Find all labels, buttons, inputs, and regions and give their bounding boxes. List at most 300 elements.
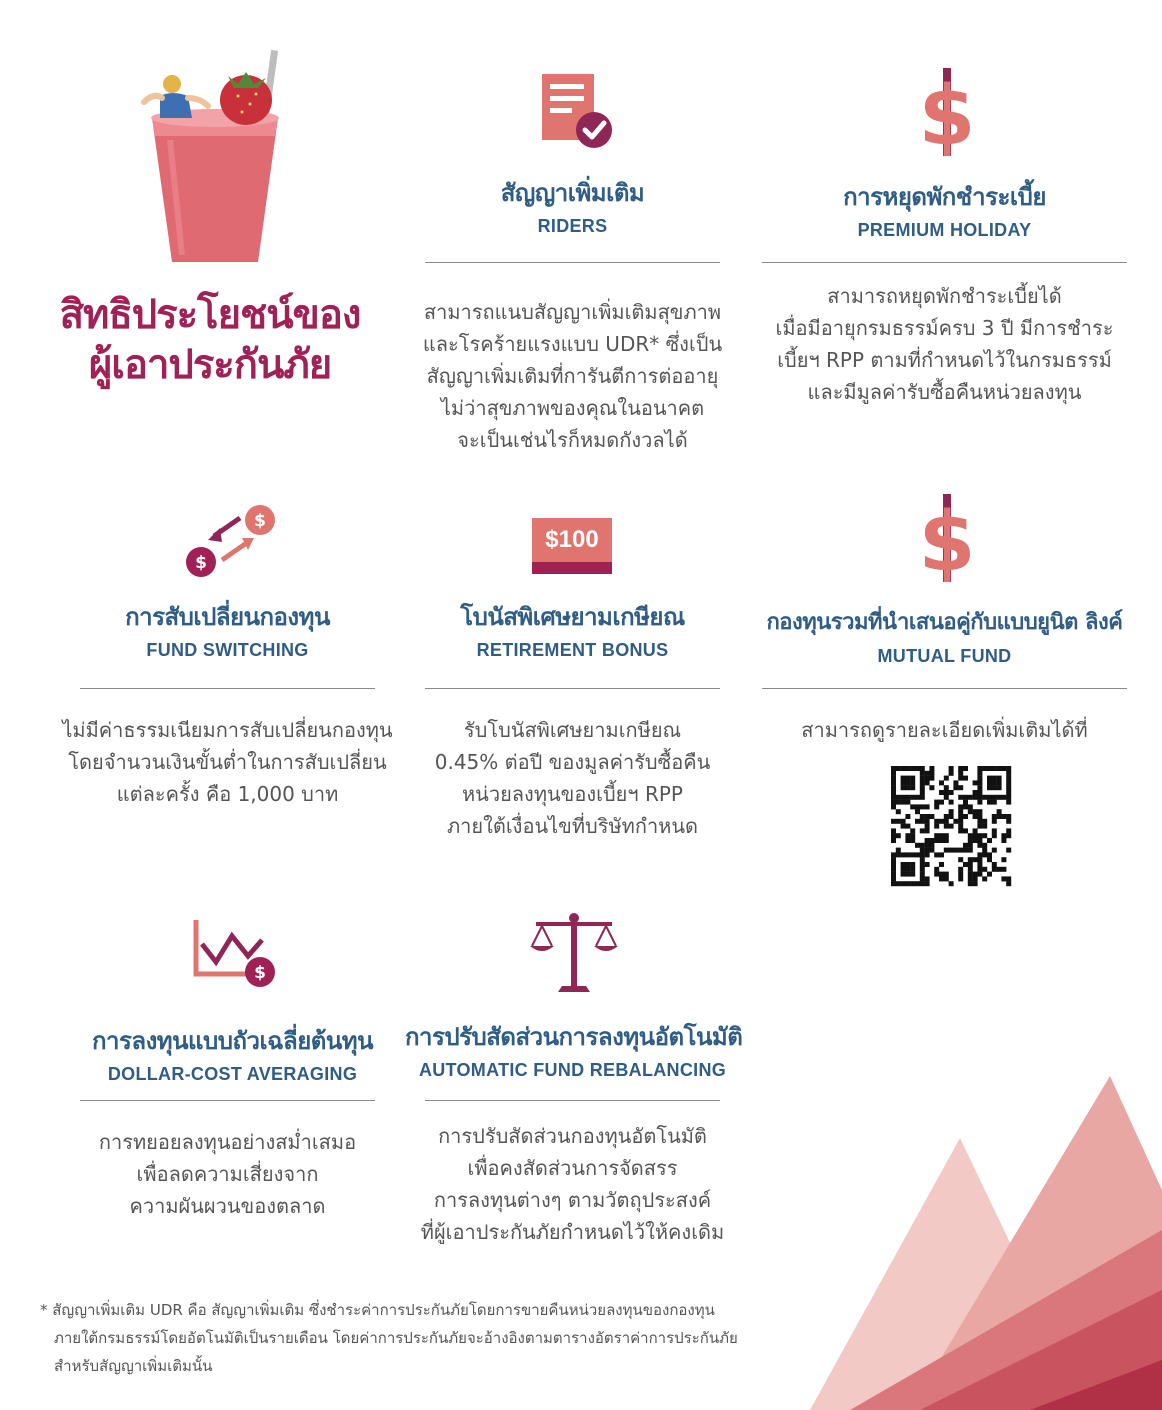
qr-module	[920, 843, 925, 848]
qr-module	[891, 876, 896, 881]
qr-module	[925, 814, 930, 819]
qr-module	[920, 857, 925, 862]
qr-module	[977, 771, 982, 776]
qr-module	[920, 876, 925, 881]
qr-module	[925, 824, 930, 829]
svg-text:$: $	[254, 511, 266, 531]
qr-module	[973, 814, 978, 819]
rebalancing-desc-line: การลงทุนต่างๆ ตามวัตถุประสงค์	[433, 1188, 712, 1212]
qr-module	[910, 766, 915, 771]
dollar-sign-icon	[918, 492, 976, 590]
svg-text:$: $	[918, 495, 976, 590]
qr-module	[920, 819, 925, 824]
qr-module	[901, 780, 906, 785]
qr-module	[920, 785, 925, 790]
qr-module	[920, 852, 925, 857]
qr-module	[929, 843, 934, 848]
qr-module	[973, 876, 978, 881]
qr-module	[905, 833, 910, 838]
qr-module	[891, 785, 896, 790]
qr-module	[901, 872, 906, 877]
retirement-bonus-desc-line: หน่วยลงทุนของเบี้ยฯ RPP	[462, 782, 683, 806]
qr-module	[910, 838, 915, 843]
qr-module	[891, 819, 896, 824]
balance-scale-icon	[528, 912, 620, 994]
qr-module	[1001, 876, 1006, 881]
qr-module	[925, 780, 930, 785]
qr-module	[963, 804, 968, 809]
qr-module	[905, 780, 910, 785]
qr-module	[901, 824, 906, 829]
qr-module	[953, 848, 958, 853]
qr-module	[939, 800, 944, 805]
qr-module	[977, 852, 982, 857]
hero-title	[40, 290, 380, 390]
qr-module	[929, 766, 934, 771]
qr-module	[905, 814, 910, 819]
qr-module	[997, 785, 1002, 790]
qr-module	[992, 766, 997, 771]
qr-module	[891, 795, 896, 800]
riders-desc-line: และโรคร้ายแรงแบบ UDR* ซึ่งเป็น	[422, 332, 723, 356]
qr-module	[997, 780, 1002, 785]
document-check-icon	[540, 72, 616, 150]
qr-module	[968, 872, 973, 877]
qr-module	[963, 800, 968, 805]
qr-module	[997, 814, 1002, 819]
qr-module	[929, 848, 934, 853]
qr-module	[977, 809, 982, 814]
qr-module	[987, 857, 992, 862]
fund-switching-heading	[80, 602, 375, 662]
qr-module	[920, 771, 925, 776]
dca-heading	[80, 1026, 385, 1086]
qr-module	[939, 833, 944, 838]
qr-module	[949, 809, 954, 814]
qr-module	[939, 852, 944, 857]
qr-module	[987, 800, 992, 805]
qr-module	[992, 800, 997, 805]
qr-module	[968, 838, 973, 843]
qr-module	[891, 872, 896, 877]
qr-module	[958, 776, 963, 781]
qr-module	[973, 833, 978, 838]
qr-module	[968, 843, 973, 848]
rebalancing-heading	[405, 1022, 743, 1082]
qr-module	[905, 766, 910, 771]
qr-module	[910, 862, 915, 867]
qr-module	[997, 766, 1002, 771]
qr-module	[968, 862, 973, 867]
svg-text:$: $	[254, 963, 266, 983]
qr-module	[992, 780, 997, 785]
qr-module	[982, 833, 987, 838]
qr-module	[982, 766, 987, 771]
qr-module	[934, 852, 939, 857]
riders-heading	[425, 178, 720, 238]
qr-module	[1006, 876, 1011, 881]
qr-module	[973, 780, 978, 785]
qr-module	[925, 876, 930, 881]
hero-title-line2: ผู้เอาประกันภัย	[88, 342, 332, 388]
qr-module	[920, 867, 925, 872]
qr-module	[891, 776, 896, 781]
qr-module	[901, 785, 906, 790]
qr-module	[910, 795, 915, 800]
dca-title-th: การลงทุนแบบถัวเฉลี่ยต้นทุน	[91, 1027, 374, 1055]
qr-module	[939, 780, 944, 785]
qr-module	[944, 876, 949, 881]
qr-module	[982, 876, 987, 881]
qr-module	[944, 785, 949, 790]
qr-module	[963, 776, 968, 781]
qr-module	[925, 848, 930, 853]
qr-module	[939, 790, 944, 795]
qr-module	[925, 819, 930, 824]
riders-title-th: สัญญาเพิ่มเติม	[500, 179, 645, 207]
premium-holiday-desc-line: สามารถหยุดพักชำระเบี้ยได้	[827, 284, 1062, 308]
qr-module	[973, 881, 978, 886]
qr-module	[896, 819, 901, 824]
qr-module	[905, 872, 910, 877]
qr-module	[973, 838, 978, 843]
qr-module	[896, 800, 901, 805]
qr-module	[977, 776, 982, 781]
qr-module	[982, 867, 987, 872]
qr-module	[1001, 867, 1006, 872]
qr-module	[901, 795, 906, 800]
premium-holiday-description	[752, 280, 1137, 408]
qr-module	[925, 771, 930, 776]
svg-text:$: $	[195, 553, 207, 573]
qr-module	[958, 848, 963, 853]
qr-module	[901, 867, 906, 872]
qr-module	[992, 776, 997, 781]
qr-module	[977, 795, 982, 800]
qr-module	[929, 771, 934, 776]
qr-module	[977, 800, 982, 805]
qr-module	[896, 795, 901, 800]
qr-module	[910, 804, 915, 809]
qr-module	[958, 824, 963, 829]
qr-module	[915, 881, 920, 886]
qr-module	[934, 819, 939, 824]
rebalancing-desc-line: เพื่อคงสัดส่วนการจัดสรร	[467, 1156, 678, 1180]
qr-module	[920, 881, 925, 886]
qr-code-icon[interactable]	[891, 766, 1011, 886]
qr-module	[910, 872, 915, 877]
rebalancing-description	[395, 1120, 750, 1248]
qr-module	[987, 785, 992, 790]
fund-switching-desc-line: ไม่มีค่าธรรมเนียมการสับเปลี่ยนกองทุน	[62, 718, 393, 742]
qr-module	[977, 857, 982, 862]
qr-module	[1006, 814, 1011, 819]
premium-holiday-title-en: PREMIUM HOLIDAY	[857, 220, 1032, 240]
qr-module	[963, 814, 968, 819]
qr-module	[992, 862, 997, 867]
qr-module	[920, 814, 925, 819]
qr-module	[891, 867, 896, 872]
qr-module	[891, 833, 896, 838]
qr-module	[891, 881, 896, 886]
qr-module	[920, 872, 925, 877]
qr-module	[920, 766, 925, 771]
riders-divider	[425, 262, 720, 263]
qr-module	[987, 838, 992, 843]
qr-module	[968, 857, 973, 862]
qr-module	[949, 848, 954, 853]
qr-module	[901, 776, 906, 781]
qr-module	[944, 824, 949, 829]
qr-module	[891, 766, 896, 771]
qr-module	[973, 795, 978, 800]
qr-module	[920, 804, 925, 809]
qr-module	[1001, 833, 1006, 838]
qr-module	[925, 776, 930, 781]
qr-module	[958, 795, 963, 800]
decorative-mountains	[790, 1070, 1162, 1410]
footnote-line: * สัญญาเพิ่มเติม UDR คือ สัญญาเพิ่มเติม ซึ่งชำระค่าการประกันภัยโดยการขายคืนหน่วยลงทุนของกองทุน	[40, 1301, 715, 1319]
qr-module	[891, 857, 896, 862]
qr-module	[997, 776, 1002, 781]
qr-module	[997, 809, 1002, 814]
qr-module	[1006, 785, 1011, 790]
premium-holiday-desc-line: และมีมูลค่ารับซื้อคืนหน่วยลงทุน	[807, 380, 1082, 404]
switch-coins-icon	[182, 502, 278, 580]
qr-module	[992, 795, 997, 800]
retirement-bonus-desc-line: 0.45% ต่อปี ของมูลค่ารับซื้อคืน	[434, 750, 711, 774]
fund-switching-desc-line: แต่ละครั้ง คือ 1,000 บาท	[116, 782, 339, 806]
qr-module	[944, 838, 949, 843]
mutual-fund-description	[752, 714, 1137, 746]
qr-module	[905, 862, 910, 867]
qr-module	[929, 785, 934, 790]
qr-module	[949, 790, 954, 795]
dca-desc-line: การทยอยลงทุนอย่างสม่ำเสมอ	[98, 1130, 357, 1154]
qr-module	[891, 790, 896, 795]
qr-module	[891, 862, 896, 867]
qr-module	[977, 824, 982, 829]
riders-desc-line: สามารถแนบสัญญาเพิ่มเติมสุขภาพ	[423, 300, 722, 324]
qr-module	[896, 833, 901, 838]
qr-module	[891, 771, 896, 776]
premium-holiday-heading	[762, 182, 1127, 242]
qr-module	[905, 800, 910, 805]
qr-module	[915, 809, 920, 814]
qr-module	[920, 795, 925, 800]
qr-module	[958, 771, 963, 776]
svg-text:$: $	[918, 69, 976, 164]
qr-module	[1006, 800, 1011, 805]
qr-module	[929, 814, 934, 819]
qr-module	[968, 833, 973, 838]
mutual-fund-heading	[762, 608, 1127, 668]
qr-module	[925, 804, 930, 809]
footnote-line: สำหรับสัญญาเพิ่มเติมนั้น	[54, 1357, 213, 1375]
qr-module	[915, 766, 920, 771]
qr-module	[910, 785, 915, 790]
qr-module	[992, 867, 997, 872]
retirement-bonus-divider	[425, 688, 720, 689]
qr-module	[987, 766, 992, 771]
qr-module	[958, 809, 963, 814]
banknote-face	[532, 518, 612, 562]
qr-module	[958, 819, 963, 824]
qr-module	[929, 776, 934, 781]
qr-module	[977, 785, 982, 790]
retirement-bonus-desc-line: รับโบนัสพิเศษยามเกษียณ	[463, 718, 682, 742]
qr-module	[905, 776, 910, 781]
qr-module	[910, 867, 915, 872]
qr-module	[949, 800, 954, 805]
qr-module	[915, 804, 920, 809]
qr-module	[1006, 819, 1011, 824]
qr-module	[891, 780, 896, 785]
qr-module	[896, 809, 901, 814]
qr-module	[949, 771, 954, 776]
qr-module	[915, 819, 920, 824]
qr-module	[905, 852, 910, 857]
qr-module	[997, 867, 1002, 872]
qr-module	[968, 795, 973, 800]
qr-module	[968, 809, 973, 814]
fund-switching-desc-line: โดยจำนวนเงินขั้นต่ำในการสับเปลี่ยน	[68, 750, 387, 774]
premium-holiday-desc-line: เบี้ยฯ RPP ตามที่กำหนดไว้ในกรมธรรม์	[777, 348, 1112, 372]
qr-module	[977, 843, 982, 848]
retirement-bonus-title-th: โบนัสพิเศษยามเกษียณ	[460, 603, 685, 631]
premium-holiday-desc-line: เมื่อมีอายุกรมธรรม์ครบ 3 ปี มีการชำระ	[775, 316, 1114, 340]
qr-module	[934, 800, 939, 805]
qr-module	[910, 881, 915, 886]
qr-module	[968, 804, 973, 809]
qr-module	[982, 852, 987, 857]
retirement-bonus-heading	[425, 602, 720, 662]
qr-module	[968, 848, 973, 853]
qr-module	[987, 852, 992, 857]
qr-module	[973, 828, 978, 833]
qr-module	[891, 852, 896, 857]
fund-switching-title-th: การสับเปลี่ยนกองทุน	[125, 603, 330, 631]
qr-module	[910, 852, 915, 857]
fund-switching-title-en: FUND SWITCHING	[146, 640, 309, 660]
qr-module	[953, 819, 958, 824]
qr-module	[1006, 776, 1011, 781]
qr-module	[920, 848, 925, 853]
qr-module	[915, 795, 920, 800]
qr-module	[920, 862, 925, 867]
qr-module	[987, 795, 992, 800]
qr-module	[905, 795, 910, 800]
qr-module	[1006, 795, 1011, 800]
qr-module	[905, 881, 910, 886]
qr-module	[1006, 848, 1011, 853]
qr-module	[992, 848, 997, 853]
premium-holiday-divider	[762, 262, 1127, 263]
qr-module	[987, 776, 992, 781]
qr-module	[958, 876, 963, 881]
qr-module	[982, 795, 987, 800]
qr-module	[958, 814, 963, 819]
dollar-sign-icon	[918, 66, 976, 164]
qr-module	[992, 814, 997, 819]
rebalancing-divider	[425, 1100, 720, 1101]
mutual-fund-title-en: MUTUAL FUND	[877, 646, 1012, 666]
qr-module	[977, 814, 982, 819]
riders-desc-line: ไม่ว่าสุขภาพของคุณในอนาคต	[440, 396, 705, 420]
qr-module	[958, 785, 963, 790]
rebalancing-title-en: AUTOMATIC FUND REBALANCING	[418, 1060, 727, 1080]
qr-module	[953, 785, 958, 790]
qr-module	[944, 872, 949, 877]
qr-module	[987, 780, 992, 785]
qr-module	[901, 819, 906, 824]
banknote-amount: $100	[545, 526, 599, 553]
qr-module	[958, 872, 963, 877]
riders-desc-line: สัญญาเพิ่มเติมที่การันตีการต่ออายุ	[426, 364, 719, 388]
qr-module	[982, 848, 987, 853]
premium-holiday-title-th: การหยุดพักชำระเบี้ย	[843, 183, 1046, 211]
qr-module	[982, 819, 987, 824]
hero-title-line1: สิทธิประโยชน์ของ	[59, 292, 361, 338]
qr-module	[992, 828, 997, 833]
qr-module	[1001, 838, 1006, 843]
qr-module	[925, 852, 930, 857]
qr-module	[944, 833, 949, 838]
qr-module	[934, 867, 939, 872]
qr-module	[905, 838, 910, 843]
qr-module	[973, 809, 978, 814]
qr-module	[982, 843, 987, 848]
riders-description	[405, 296, 740, 456]
qr-module	[905, 867, 910, 872]
qr-module	[963, 848, 968, 853]
qr-module	[944, 776, 949, 781]
qr-module	[1001, 766, 1006, 771]
qr-module	[953, 780, 958, 785]
qr-module	[944, 795, 949, 800]
qr-module	[896, 852, 901, 857]
qr-module	[920, 776, 925, 781]
qr-module	[977, 838, 982, 843]
qr-module	[958, 857, 963, 862]
qr-module	[977, 862, 982, 867]
qr-module	[958, 804, 963, 809]
qr-module	[977, 790, 982, 795]
qr-module	[992, 785, 997, 790]
qr-module	[1006, 790, 1011, 795]
banknote-icon	[532, 518, 612, 574]
qr-module	[939, 872, 944, 877]
qr-module	[949, 766, 954, 771]
qr-module	[896, 881, 901, 886]
qr-module	[939, 838, 944, 843]
qr-module	[944, 814, 949, 819]
qr-module	[973, 872, 978, 877]
smoothie-cup-illustration	[130, 40, 300, 270]
qr-module	[925, 828, 930, 833]
qr-module	[915, 852, 920, 857]
qr-module	[901, 766, 906, 771]
qr-module	[1006, 771, 1011, 776]
qr-module	[891, 800, 896, 805]
qr-module	[920, 780, 925, 785]
qr-module	[977, 872, 982, 877]
fund-switching-divider	[80, 688, 375, 689]
mutual-fund-title-th: กองทุนรวมที่นำเสนอคู่กับแบบยูนิต ลิงค์	[766, 610, 1123, 635]
qr-module	[958, 828, 963, 833]
qr-module	[977, 780, 982, 785]
qr-module	[934, 833, 939, 838]
